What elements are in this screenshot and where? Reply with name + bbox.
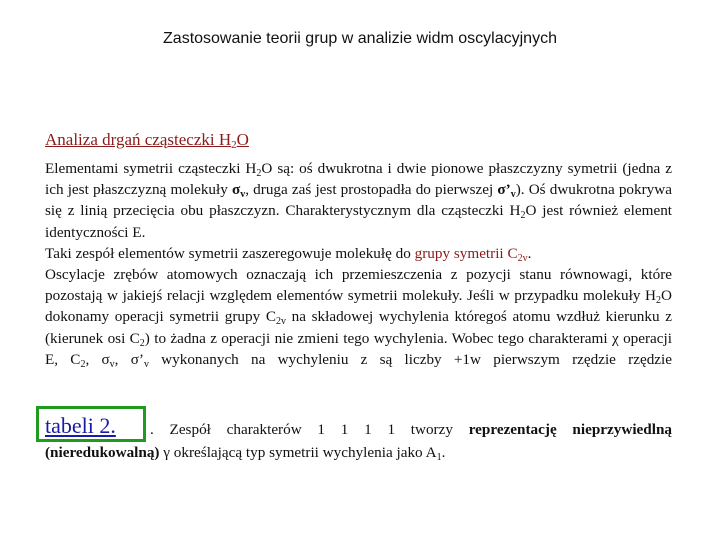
p1-text-a: Elementami symetrii cząsteczki H (45, 160, 257, 177)
p1-sub-a: 2 (256, 168, 262, 179)
section-heading (45, 130, 249, 150)
p3-text-e: operacji E, C (45, 329, 672, 368)
sigma-v-prime-sub: v (510, 189, 516, 201)
tail-sub: 1 (436, 452, 442, 463)
paragraph-symmetry-group (45, 243, 672, 264)
chi-symbol: χ (611, 329, 619, 347)
irreducible-term-alt: (nieredukowalną) (45, 444, 160, 461)
paragraph-oscillations (45, 264, 672, 370)
p3-sub-e: 2 (80, 358, 86, 370)
tail-end: . (441, 444, 446, 461)
p1-text-c: , druga zaś jest prostopadła do pierwszej (245, 181, 498, 199)
p2-end: . (527, 244, 532, 262)
sigma-v-prime-op: σ’ (130, 350, 144, 368)
heading-after: O (236, 130, 249, 149)
p1-text-b: O są: oś dwukrotna i dwie pionowe płaszczyzny symetrii (jedna z ich jest płaszczyzną molekuły (45, 160, 672, 199)
group-name (415, 245, 528, 262)
tail-text-a: . Zespół charakterów 1 1 1 1 tworzy (150, 421, 469, 438)
sigma-v-op-sub: v (109, 358, 115, 370)
p3-sub-c: 2 (139, 337, 145, 349)
p1-sub-d: 2 (520, 210, 526, 222)
p3-text-b: O dokonamy operacji symetrii grupy C (45, 287, 672, 326)
heading-sub: 2 (231, 139, 237, 151)
group-label: grupy symetrii C (414, 244, 518, 262)
group-sub: 2v (517, 252, 528, 264)
p2-text: Taki zespół elementów symetrii zaszeregowuje molekułę do (45, 244, 415, 262)
p3-text-c: na składowej wychylenia któregoś atomu wzdłuż kierunku z (kierunek osi C (45, 308, 672, 347)
p3-text-g: , (114, 350, 131, 368)
p3-sub-a: 2 (656, 295, 662, 307)
paragraph-symmetry-elements (45, 158, 672, 243)
tail-text-b: γ określającą typ symetrii wychylenia jako A (159, 444, 437, 461)
heading-text: Analiza drgań cząsteczki H (45, 130, 232, 149)
sigma-v-prime-symbol: σ’ (497, 181, 511, 199)
page-title: Zastosowanie teorii grup w analizie widm oscylacyjnych (163, 30, 557, 47)
table-link[interactable]: tabeli 2. (45, 413, 116, 438)
tail-line-1 (150, 421, 672, 439)
p3-text-d: ) to żadna z operacji nie zmieni tego wychylenia. Wobec tego charakterami (144, 329, 612, 347)
sigma-v-op: σ (101, 350, 110, 368)
p3-sub-b: 2v (275, 316, 286, 328)
tail-line-2 (45, 444, 672, 462)
p1-text-d: ). Oś dwukrotna pokrywa się z linią przecięcia obu płaszczyzn. Charakterystycznym dla cząsteczki H (45, 181, 672, 220)
p3-text-h: wykonanych na wychyleniu z są liczby +1w pierwszym rzędzie rzędzie (148, 350, 672, 368)
p1-text-e: O jest również element identyczności E. (45, 202, 673, 241)
p3-text-a: Oscylacje zrębów atomowych oznaczają ich przemieszczenia z pozycji stanu równowagi, które pozostają w jakiejś relacji względem elementów symetrii molekuły. Jeśli w przypadku molekuły H (45, 266, 672, 305)
body-text (45, 158, 672, 370)
sigma-v-symbol: σ (231, 181, 241, 199)
sigma-v-prime-op-sub: v (143, 358, 149, 370)
irreducible-representation-term: reprezentację nieprzywiedlną (468, 421, 672, 438)
p3-text-f: , (85, 350, 102, 368)
sigma-v-sub: v (240, 189, 246, 201)
